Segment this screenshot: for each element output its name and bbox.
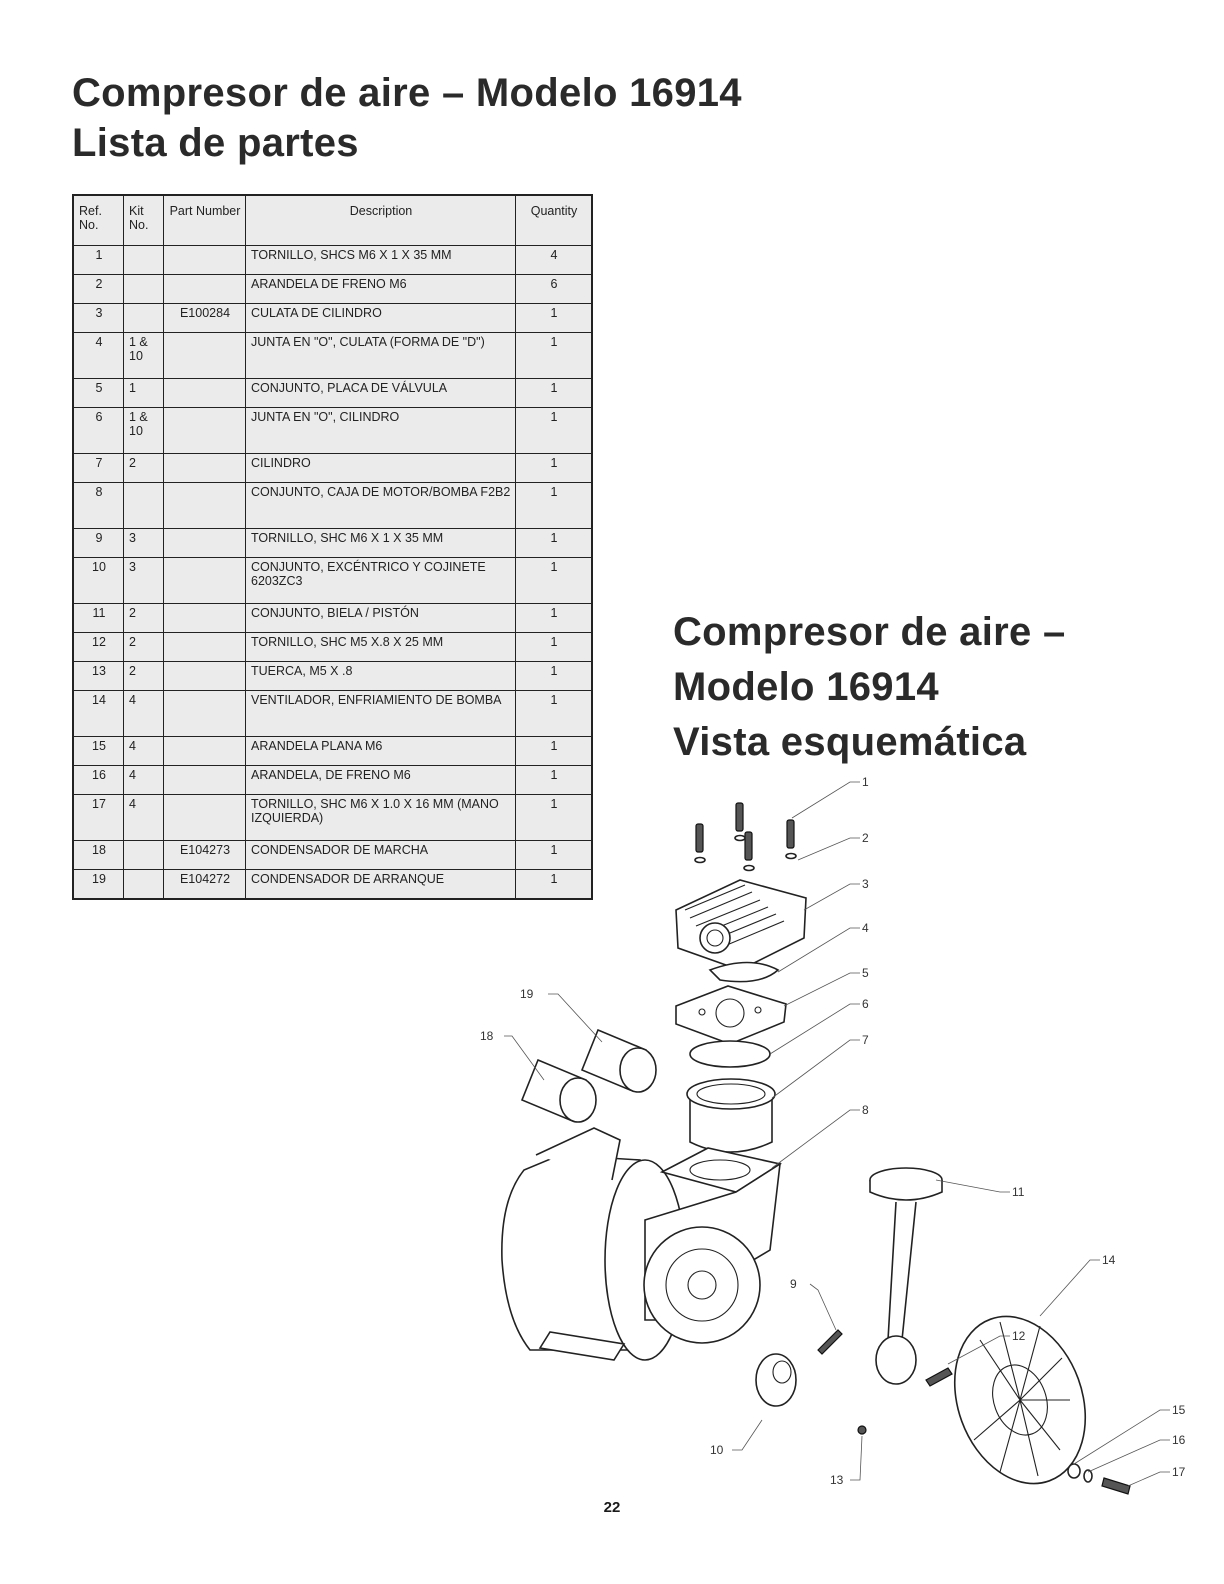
- table-row: [73, 633, 592, 662]
- callout-7: 7: [862, 1033, 869, 1047]
- table-row: [73, 558, 592, 604]
- cell-part-number: [164, 737, 246, 766]
- cell-kit: [124, 304, 164, 333]
- header-ref: Ref. No.: [73, 195, 124, 246]
- cell-quantity: 1: [516, 454, 593, 483]
- cell-ref: 19: [73, 870, 124, 900]
- cell-quantity: 1: [516, 408, 593, 454]
- callout-15: 15: [1172, 1403, 1186, 1417]
- cell-description: CONJUNTO, BIELA / PISTÓN: [246, 604, 516, 633]
- cell-quantity: 1: [516, 841, 593, 870]
- cell-kit: 2: [124, 454, 164, 483]
- gasket-d: [710, 963, 778, 982]
- cell-quantity: 1: [516, 691, 593, 737]
- cell-quantity: 1: [516, 795, 593, 841]
- cell-ref: 1: [73, 246, 124, 275]
- cell-part-number: [164, 379, 246, 408]
- callout-19: 19: [520, 987, 534, 1001]
- cell-description: ARANDELA DE FRENO M6: [246, 275, 516, 304]
- callout-17: 17: [1172, 1465, 1186, 1479]
- callout-10: 10: [710, 1443, 724, 1457]
- cell-part-number: [164, 275, 246, 304]
- cell-description: CULATA DE CILINDRO: [246, 304, 516, 333]
- callout-2: 2: [862, 831, 869, 845]
- cell-ref: 14: [73, 691, 124, 737]
- page-title-line2: Lista de partes: [72, 121, 359, 165]
- callout-8: 8: [862, 1103, 869, 1117]
- cell-kit: 1 & 10: [124, 408, 164, 454]
- header-quantity: Quantity: [516, 195, 593, 246]
- callout-14: 14: [1102, 1253, 1116, 1267]
- cell-description: CONJUNTO, CAJA DE MOTOR/BOMBA F2B2: [246, 483, 516, 529]
- cell-kit: [124, 870, 164, 900]
- cell-description: CONJUNTO, EXCÉNTRICO Y COJINETE 6203ZC3: [246, 558, 516, 604]
- capacitors: [522, 1030, 656, 1122]
- cell-description: CONDENSADOR DE MARCHA: [246, 841, 516, 870]
- header-description: Description: [246, 195, 516, 246]
- cell-part-number: [164, 483, 246, 529]
- cell-quantity: 1: [516, 304, 593, 333]
- cell-quantity: 1: [516, 558, 593, 604]
- cylinder: [687, 1079, 775, 1152]
- schematic-title: [673, 605, 1066, 770]
- cell-quantity: 1: [516, 379, 593, 408]
- cell-ref: 10: [73, 558, 124, 604]
- cell-part-number: [164, 633, 246, 662]
- o-ring-cylinder: [690, 1041, 770, 1067]
- cell-description: JUNTA EN "O", CILINDRO: [246, 408, 516, 454]
- cell-quantity: 1: [516, 604, 593, 633]
- callout-6: 6: [862, 997, 869, 1011]
- page-number: 22: [603, 1499, 621, 1516]
- cell-quantity: 1: [516, 529, 593, 558]
- cell-ref: 15: [73, 737, 124, 766]
- cell-kit: 4: [124, 691, 164, 737]
- table-row: [73, 408, 592, 454]
- cell-part-number: E104272: [164, 870, 246, 900]
- cell-quantity: 6: [516, 275, 593, 304]
- cell-kit: 1: [124, 379, 164, 408]
- callout-5: 5: [862, 966, 869, 980]
- callout-11: 11: [1012, 1185, 1025, 1199]
- cell-part-number: [164, 246, 246, 275]
- cell-ref: 7: [73, 454, 124, 483]
- cell-quantity: 1: [516, 633, 593, 662]
- cell-part-number: [164, 333, 246, 379]
- cell-kit: 3: [124, 529, 164, 558]
- schematic-title-line1: Compresor de aire –: [673, 610, 1066, 654]
- cell-description: CONDENSADOR DE ARRANQUE: [246, 870, 516, 900]
- schematic-title-line3: Vista esquemática: [673, 720, 1027, 764]
- table-row: [73, 454, 592, 483]
- cell-part-number: E100284: [164, 304, 246, 333]
- cell-description: CONJUNTO, PLACA DE VÁLVULA: [246, 379, 516, 408]
- page-title: [72, 68, 742, 168]
- cell-description: ARANDELA, DE FRENO M6: [246, 766, 516, 795]
- cell-ref: 5: [73, 379, 124, 408]
- cell-quantity: 1: [516, 483, 593, 529]
- cell-description: TORNILLO, SHCS M6 X 1 X 35 MM: [246, 246, 516, 275]
- valve-plate: [676, 986, 786, 1044]
- cell-part-number: [164, 604, 246, 633]
- cell-part-number: [164, 529, 246, 558]
- cell-kit: 4: [124, 737, 164, 766]
- cell-description: VENTILADOR, ENFRIAMIENTO DE BOMBA: [246, 691, 516, 737]
- callout-4: 4: [862, 921, 869, 935]
- header-part-number: Part Number: [164, 195, 246, 246]
- cell-ref: 9: [73, 529, 124, 558]
- callout-3: 3: [862, 877, 869, 891]
- cell-description: ARANDELA PLANA M6: [246, 737, 516, 766]
- callout-13: 13: [830, 1473, 844, 1487]
- cell-ref: 11: [73, 604, 124, 633]
- cell-kit: 2: [124, 633, 164, 662]
- table-row: [73, 275, 592, 304]
- cylinder-head: [676, 880, 806, 970]
- table-row: [73, 483, 592, 529]
- callout-18: 18: [480, 1029, 494, 1043]
- cell-kit: [124, 841, 164, 870]
- cell-kit: [124, 246, 164, 275]
- screws-group: [695, 803, 796, 871]
- table-row: [73, 529, 592, 558]
- exploded-view-diagram: [440, 760, 1220, 1500]
- cell-description: TORNILLO, SHC M6 X 1.0 X 16 MM (MANO IZQUIERDA): [246, 795, 516, 841]
- callout-9: 9: [790, 1277, 797, 1291]
- cell-part-number: [164, 662, 246, 691]
- callout-12: 12: [1012, 1329, 1026, 1343]
- cell-part-number: [164, 766, 246, 795]
- cell-ref: 6: [73, 408, 124, 454]
- callout-1: 1: [862, 775, 869, 789]
- cell-ref: 13: [73, 662, 124, 691]
- cell-kit: 4: [124, 766, 164, 795]
- cell-quantity: 1: [516, 870, 593, 900]
- cell-ref: 17: [73, 795, 124, 841]
- cell-quantity: 1: [516, 737, 593, 766]
- cell-part-number: [164, 454, 246, 483]
- cell-part-number: [164, 795, 246, 841]
- cell-quantity: 1: [516, 333, 593, 379]
- schematic-title-line2: Modelo 16914: [673, 665, 939, 709]
- page-title-line1: Compresor de aire – Modelo 16914: [72, 71, 742, 115]
- cell-quantity: 4: [516, 246, 593, 275]
- cell-kit: 1 & 10: [124, 333, 164, 379]
- cell-description: TORNILLO, SHC M6 X 1 X 35 MM: [246, 529, 516, 558]
- cell-quantity: 1: [516, 766, 593, 795]
- cell-part-number: E104273: [164, 841, 246, 870]
- cell-ref: 2: [73, 275, 124, 304]
- cell-part-number: [164, 408, 246, 454]
- cell-part-number: [164, 558, 246, 604]
- cell-kit: [124, 275, 164, 304]
- table-row: [73, 246, 592, 275]
- table-row: [73, 691, 592, 737]
- cell-ref: 18: [73, 841, 124, 870]
- cell-description: CILINDRO: [246, 454, 516, 483]
- motor-pump-housing: [502, 1128, 780, 1360]
- cell-description: TORNILLO, SHC M5 X.8 X 25 MM: [246, 633, 516, 662]
- cell-ref: 3: [73, 304, 124, 333]
- cell-kit: 4: [124, 795, 164, 841]
- cell-quantity: 1: [516, 662, 593, 691]
- callout-16: 16: [1172, 1433, 1186, 1447]
- cell-description: JUNTA EN "O", CULATA (FORMA DE "D"): [246, 333, 516, 379]
- table-row: [73, 333, 592, 379]
- connecting-rod-piston: [858, 1168, 952, 1434]
- cell-ref: 16: [73, 766, 124, 795]
- cell-kit: 3: [124, 558, 164, 604]
- cell-ref: 8: [73, 483, 124, 529]
- cell-ref: 4: [73, 333, 124, 379]
- cell-kit: [124, 483, 164, 529]
- cell-description: TUERCA, M5 X .8: [246, 662, 516, 691]
- table-row: [73, 304, 592, 333]
- cell-kit: 2: [124, 662, 164, 691]
- header-kit: Kit No.: [124, 195, 164, 246]
- cell-part-number: [164, 691, 246, 737]
- cell-ref: 12: [73, 633, 124, 662]
- table-row: [73, 604, 592, 633]
- table-row: [73, 662, 592, 691]
- parts-table-header: [73, 195, 592, 246]
- cell-kit: 2: [124, 604, 164, 633]
- washers-screw: [1068, 1464, 1130, 1494]
- table-row: [73, 379, 592, 408]
